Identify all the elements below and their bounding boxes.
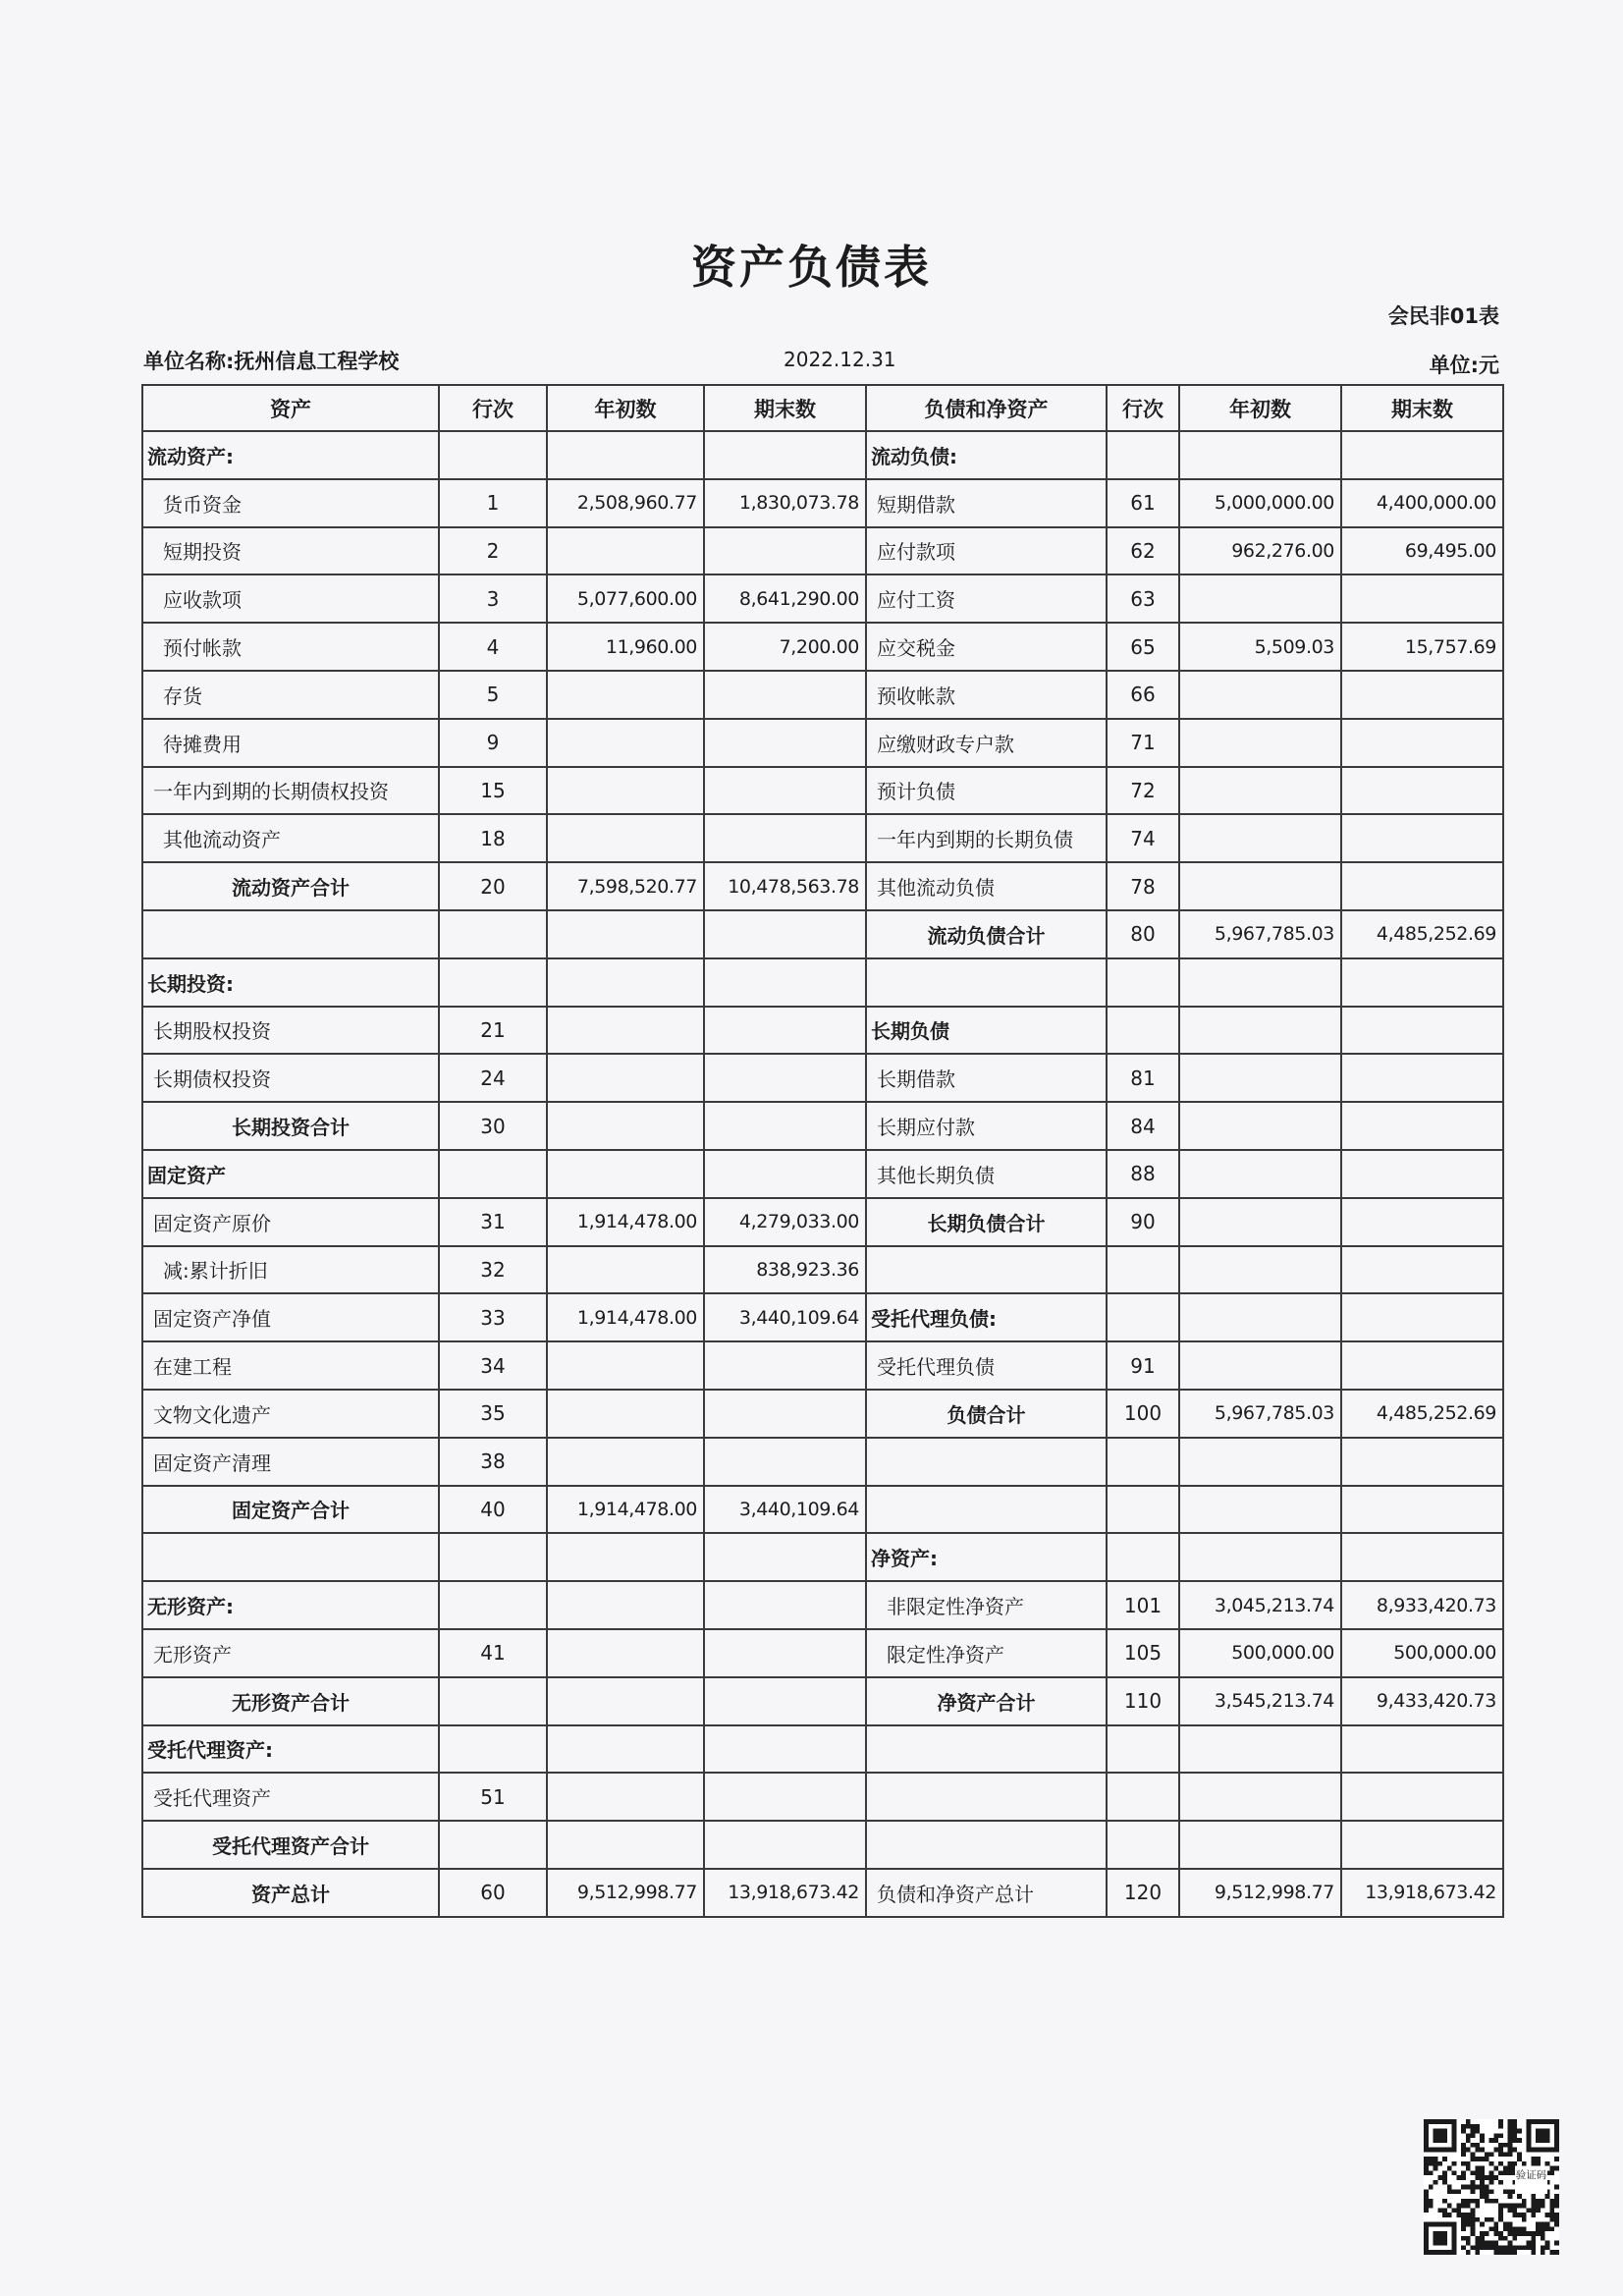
liability-ending-balance: 500,000.00 <box>1341 1629 1503 1677</box>
asset-item-name: 固定资产净值 <box>142 1293 439 1341</box>
asset-item-name: 固定资产原价 <box>142 1198 439 1246</box>
asset-ending-balance <box>704 1773 866 1821</box>
liability-ending-balance <box>1341 719 1503 767</box>
liability-item-name <box>866 1438 1107 1486</box>
asset-ending-balance: 4,279,033.00 <box>704 1198 866 1246</box>
liability-line-no: 101 <box>1107 1581 1179 1629</box>
liability-item-name <box>866 1773 1107 1821</box>
header-ending-balance: 期末数 <box>1341 385 1503 431</box>
asset-ending-balance <box>704 431 866 479</box>
asset-item-name: 固定资产合计 <box>142 1486 439 1534</box>
asset-beginning-balance <box>547 1390 704 1438</box>
liability-item-name: 一年内到期的长期负债 <box>866 814 1107 862</box>
asset-ending-balance <box>704 910 866 958</box>
asset-beginning-balance <box>547 527 704 575</box>
asset-beginning-balance <box>547 431 704 479</box>
table-row <box>142 719 1503 767</box>
liability-beginning-balance <box>1179 1198 1341 1246</box>
asset-ending-balance <box>704 1677 866 1725</box>
asset-beginning-balance <box>547 958 704 1007</box>
liability-item-name: 流动负债合计 <box>866 910 1107 958</box>
asset-line-no: 35 <box>439 1390 547 1438</box>
table-row <box>142 814 1503 862</box>
header-liabilities-net-assets: 负债和净资产 <box>866 385 1107 431</box>
liability-beginning-balance <box>1179 431 1341 479</box>
liability-ending-balance <box>1341 671 1503 719</box>
liability-ending-balance <box>1341 1150 1503 1198</box>
liability-ending-balance: 9,433,420.73 <box>1341 1677 1503 1725</box>
asset-beginning-balance <box>547 1102 704 1150</box>
liability-beginning-balance <box>1179 1725 1341 1774</box>
liability-beginning-balance <box>1179 1533 1341 1581</box>
table-row <box>142 1150 1503 1198</box>
liability-beginning-balance <box>1179 1293 1341 1341</box>
liability-ending-balance <box>1341 1725 1503 1774</box>
table-row <box>142 574 1503 623</box>
liability-ending-balance: 4,485,252.69 <box>1341 1390 1503 1438</box>
asset-item-name <box>142 910 439 958</box>
liability-item-name <box>866 958 1107 1007</box>
liability-line-no: 72 <box>1107 767 1179 815</box>
asset-ending-balance: 3,440,109.64 <box>704 1293 866 1341</box>
table-row <box>142 910 1503 958</box>
asset-ending-balance <box>704 1390 866 1438</box>
liability-beginning-balance <box>1179 1341 1341 1390</box>
asset-line-no: 33 <box>439 1293 547 1341</box>
asset-ending-balance <box>704 719 866 767</box>
table-row <box>142 1581 1503 1629</box>
asset-beginning-balance <box>547 1007 704 1055</box>
table-row <box>142 862 1503 910</box>
asset-item-name: 其他流动资产 <box>142 814 439 862</box>
table-row <box>142 1869 1503 1917</box>
table-row <box>142 958 1503 1007</box>
liability-ending-balance <box>1341 574 1503 623</box>
liability-beginning-balance: 9,512,998.77 <box>1179 1869 1341 1917</box>
asset-beginning-balance <box>547 1677 704 1725</box>
asset-ending-balance <box>704 1581 866 1629</box>
asset-ending-balance <box>704 1725 866 1774</box>
asset-item-name <box>142 1533 439 1581</box>
asset-beginning-balance <box>547 1341 704 1390</box>
liability-item-name: 应付工资 <box>866 574 1107 623</box>
liability-beginning-balance: 5,967,785.03 <box>1179 910 1341 958</box>
liability-ending-balance: 15,757.69 <box>1341 623 1503 671</box>
liability-ending-balance <box>1341 767 1503 815</box>
asset-ending-balance <box>704 1533 866 1581</box>
liability-line-no: 80 <box>1107 910 1179 958</box>
table-row <box>142 1773 1503 1821</box>
liability-line-no <box>1107 431 1179 479</box>
asset-line-no: 1 <box>439 479 547 527</box>
table-row <box>142 1390 1503 1438</box>
table-row <box>142 671 1503 719</box>
liability-item-name: 其他流动负债 <box>866 862 1107 910</box>
liability-line-no: 74 <box>1107 814 1179 862</box>
liability-ending-balance <box>1341 1198 1503 1246</box>
asset-line-no: 34 <box>439 1341 547 1390</box>
liability-item-name: 长期借款 <box>866 1054 1107 1102</box>
liability-ending-balance <box>1341 862 1503 910</box>
asset-line-no <box>439 1581 547 1629</box>
asset-line-no: 24 <box>439 1054 547 1102</box>
liability-item-name <box>866 1486 1107 1534</box>
asset-line-no: 9 <box>439 719 547 767</box>
currency-unit: 单位:元 <box>1429 354 1499 377</box>
asset-beginning-balance: 9,512,998.77 <box>547 1869 704 1917</box>
liability-item-name: 应付款项 <box>866 527 1107 575</box>
asset-line-no <box>439 1533 547 1581</box>
balance-sheet-table <box>141 384 1504 1918</box>
liability-item-name: 应交税金 <box>866 623 1107 671</box>
asset-beginning-balance <box>547 814 704 862</box>
liability-line-no: 62 <box>1107 527 1179 575</box>
qr-caption: 验证码 <box>1515 2168 1547 2181</box>
liability-line-no: 105 <box>1107 1629 1179 1677</box>
table-row <box>142 1677 1503 1725</box>
table-row <box>142 1054 1503 1102</box>
asset-beginning-balance <box>547 910 704 958</box>
asset-line-no: 30 <box>439 1102 547 1150</box>
liability-ending-balance <box>1341 1246 1503 1294</box>
asset-ending-balance <box>704 527 866 575</box>
liability-ending-balance <box>1341 1773 1503 1821</box>
asset-beginning-balance <box>547 1821 704 1869</box>
liability-line-no: 90 <box>1107 1198 1179 1246</box>
asset-beginning-balance: 5,077,600.00 <box>547 574 704 623</box>
asset-ending-balance <box>704 1341 866 1390</box>
liability-item-name: 净资产: <box>866 1533 1107 1581</box>
header-line-no: 行次 <box>439 385 547 431</box>
unit-name: 单位名称:抚州信息工程学校 <box>143 350 400 373</box>
liability-line-no: 81 <box>1107 1054 1179 1102</box>
table-row <box>142 767 1503 815</box>
asset-line-no <box>439 910 547 958</box>
liability-ending-balance <box>1341 1293 1503 1341</box>
liability-item-name: 长期负债合计 <box>866 1198 1107 1246</box>
liability-item-name: 预计负债 <box>866 767 1107 815</box>
liability-beginning-balance <box>1179 1821 1341 1869</box>
asset-line-no: 21 <box>439 1007 547 1055</box>
asset-line-no: 60 <box>439 1869 547 1917</box>
table-row <box>142 479 1503 527</box>
asset-item-name: 存货 <box>142 671 439 719</box>
liability-beginning-balance: 500,000.00 <box>1179 1629 1341 1677</box>
asset-item-name: 受托代理资产: <box>142 1725 439 1774</box>
liability-ending-balance <box>1341 1533 1503 1581</box>
asset-ending-balance <box>704 1054 866 1102</box>
liability-ending-balance <box>1341 1102 1503 1150</box>
table-row <box>142 1438 1503 1486</box>
asset-ending-balance: 1,830,073.78 <box>704 479 866 527</box>
liability-line-no: 61 <box>1107 479 1179 527</box>
liability-line-no <box>1107 1293 1179 1341</box>
liability-beginning-balance <box>1179 814 1341 862</box>
liability-line-no: 63 <box>1107 574 1179 623</box>
asset-item-name: 长期股权投资 <box>142 1007 439 1055</box>
table-row <box>142 1293 1503 1341</box>
liability-ending-balance: 13,918,673.42 <box>1341 1869 1503 1917</box>
asset-ending-balance: 838,923.36 <box>704 1246 866 1294</box>
asset-item-name: 预付帐款 <box>142 623 439 671</box>
asset-ending-balance <box>704 1102 866 1150</box>
asset-beginning-balance: 2,508,960.77 <box>547 479 704 527</box>
liability-line-no <box>1107 1438 1179 1486</box>
asset-item-name: 无形资产 <box>142 1629 439 1677</box>
liability-line-no <box>1107 1773 1179 1821</box>
liability-ending-balance <box>1341 1438 1503 1486</box>
liability-beginning-balance <box>1179 767 1341 815</box>
asset-beginning-balance: 1,914,478.00 <box>547 1293 704 1341</box>
liability-ending-balance <box>1341 1821 1503 1869</box>
asset-item-name: 长期债权投资 <box>142 1054 439 1102</box>
liability-line-no <box>1107 1821 1179 1869</box>
liability-item-name: 限定性净资产 <box>866 1629 1107 1677</box>
asset-ending-balance <box>704 767 866 815</box>
header-beginning-balance: 年初数 <box>1179 385 1341 431</box>
report-date: 2022.12.31 <box>784 348 896 371</box>
liability-beginning-balance <box>1179 1102 1341 1150</box>
asset-line-no: 20 <box>439 862 547 910</box>
liability-item-name: 负债合计 <box>866 1390 1107 1438</box>
table-row <box>142 1198 1503 1246</box>
asset-item-name: 长期投资合计 <box>142 1102 439 1150</box>
liability-ending-balance <box>1341 1007 1503 1055</box>
asset-beginning-balance <box>547 1725 704 1774</box>
asset-line-no: 51 <box>439 1773 547 1821</box>
asset-item-name: 受托代理资产 <box>142 1773 439 1821</box>
asset-line-no: 4 <box>439 623 547 671</box>
liability-line-no: 84 <box>1107 1102 1179 1150</box>
asset-line-no <box>439 1821 547 1869</box>
liability-item-name: 受托代理负债 <box>866 1341 1107 1390</box>
asset-beginning-balance: 1,914,478.00 <box>547 1198 704 1246</box>
liability-beginning-balance <box>1179 1054 1341 1102</box>
liability-ending-balance: 4,400,000.00 <box>1341 479 1503 527</box>
asset-item-name: 流动资产合计 <box>142 862 439 910</box>
asset-ending-balance <box>704 671 866 719</box>
verification-qr-code <box>1424 2119 1559 2255</box>
asset-item-name: 无形资产: <box>142 1581 439 1629</box>
liability-beginning-balance <box>1179 1773 1341 1821</box>
table-row <box>142 1821 1503 1869</box>
asset-item-name: 无形资产合计 <box>142 1677 439 1725</box>
liability-line-no <box>1107 1246 1179 1294</box>
liability-item-name: 负债和净资产总计 <box>866 1869 1107 1917</box>
liability-line-no: 71 <box>1107 719 1179 767</box>
asset-item-name: 减:累计折旧 <box>142 1246 439 1294</box>
table-row <box>142 623 1503 671</box>
liability-line-no: 120 <box>1107 1869 1179 1917</box>
asset-item-name: 一年内到期的长期债权投资 <box>142 767 439 815</box>
table-row <box>142 1341 1503 1390</box>
liability-item-name: 其他长期负债 <box>866 1150 1107 1198</box>
liability-item-name: 短期借款 <box>866 479 1107 527</box>
liability-item-name: 预收帐款 <box>866 671 1107 719</box>
asset-ending-balance: 8,641,290.00 <box>704 574 866 623</box>
table-row <box>142 1533 1503 1581</box>
asset-item-name: 短期投资 <box>142 527 439 575</box>
asset-line-no: 41 <box>439 1629 547 1677</box>
table-row <box>142 1007 1503 1055</box>
liability-beginning-balance: 5,000,000.00 <box>1179 479 1341 527</box>
asset-beginning-balance <box>547 1629 704 1677</box>
asset-beginning-balance <box>547 1438 704 1486</box>
asset-item-name: 资产总计 <box>142 1869 439 1917</box>
asset-beginning-balance <box>547 1581 704 1629</box>
asset-ending-balance <box>704 1007 866 1055</box>
asset-beginning-balance <box>547 1773 704 1821</box>
asset-item-name: 固定资产清理 <box>142 1438 439 1486</box>
liability-item-name: 净资产合计 <box>866 1677 1107 1725</box>
liability-ending-balance: 4,485,252.69 <box>1341 910 1503 958</box>
liability-beginning-balance <box>1179 1246 1341 1294</box>
asset-beginning-balance <box>547 1054 704 1102</box>
liability-line-no <box>1107 958 1179 1007</box>
asset-line-no: 38 <box>439 1438 547 1486</box>
form-code: 会民非01表 <box>1387 304 1499 328</box>
asset-line-no: 18 <box>439 814 547 862</box>
asset-item-name: 在建工程 <box>142 1341 439 1390</box>
asset-line-no: 32 <box>439 1246 547 1294</box>
liability-beginning-balance: 5,967,785.03 <box>1179 1390 1341 1438</box>
asset-line-no <box>439 1150 547 1198</box>
liability-ending-balance <box>1341 1486 1503 1534</box>
asset-ending-balance: 7,200.00 <box>704 623 866 671</box>
liability-beginning-balance: 3,045,213.74 <box>1179 1581 1341 1629</box>
liability-line-no <box>1107 1486 1179 1534</box>
liability-line-no: 66 <box>1107 671 1179 719</box>
asset-item-name: 长期投资: <box>142 958 439 1007</box>
liability-item-name <box>866 1246 1107 1294</box>
table-row <box>142 431 1503 479</box>
asset-ending-balance <box>704 1629 866 1677</box>
liability-item-name: 长期应付款 <box>866 1102 1107 1150</box>
liability-line-no <box>1107 1533 1179 1581</box>
liability-ending-balance <box>1341 814 1503 862</box>
asset-item-name: 受托代理资产合计 <box>142 1821 439 1869</box>
liability-beginning-balance <box>1179 1150 1341 1198</box>
liability-line-no <box>1107 1725 1179 1774</box>
liability-beginning-balance <box>1179 671 1341 719</box>
liability-beginning-balance <box>1179 958 1341 1007</box>
liability-item-name: 非限定性净资产 <box>866 1581 1107 1629</box>
asset-ending-balance <box>704 1150 866 1198</box>
liability-beginning-balance <box>1179 862 1341 910</box>
header-line-no: 行次 <box>1107 385 1179 431</box>
liability-beginning-balance <box>1179 574 1341 623</box>
asset-ending-balance <box>704 1821 866 1869</box>
liability-line-no: 91 <box>1107 1341 1179 1390</box>
asset-beginning-balance: 7,598,520.77 <box>547 862 704 910</box>
liability-ending-balance: 69,495.00 <box>1341 527 1503 575</box>
asset-item-name: 文物文化遗产 <box>142 1390 439 1438</box>
asset-line-no <box>439 431 547 479</box>
liability-beginning-balance <box>1179 1007 1341 1055</box>
liability-item-name: 流动负债: <box>866 431 1107 479</box>
liability-line-no: 65 <box>1107 623 1179 671</box>
asset-ending-balance <box>704 814 866 862</box>
asset-beginning-balance <box>547 1533 704 1581</box>
asset-beginning-balance <box>547 671 704 719</box>
asset-ending-balance: 13,918,673.42 <box>704 1869 866 1917</box>
liability-line-no: 88 <box>1107 1150 1179 1198</box>
liability-ending-balance <box>1341 1054 1503 1102</box>
liability-item-name <box>866 1725 1107 1774</box>
table-row <box>142 527 1503 575</box>
liability-line-no: 78 <box>1107 862 1179 910</box>
header-assets: 资产 <box>142 385 439 431</box>
liability-beginning-balance: 3,545,213.74 <box>1179 1677 1341 1725</box>
asset-ending-balance <box>704 1438 866 1486</box>
asset-beginning-balance <box>547 767 704 815</box>
asset-beginning-balance: 1,914,478.00 <box>547 1486 704 1534</box>
asset-line-no: 3 <box>439 574 547 623</box>
asset-beginning-balance <box>547 719 704 767</box>
asset-line-no: 40 <box>439 1486 547 1534</box>
asset-ending-balance: 3,440,109.64 <box>704 1486 866 1534</box>
header-ending-balance: 期末数 <box>704 385 866 431</box>
liability-ending-balance <box>1341 431 1503 479</box>
liability-ending-balance <box>1341 1341 1503 1390</box>
liability-item-name: 受托代理负债: <box>866 1293 1107 1341</box>
asset-line-no: 15 <box>439 767 547 815</box>
liability-item-name <box>866 1821 1107 1869</box>
table-row <box>142 1246 1503 1294</box>
asset-line-no: 2 <box>439 527 547 575</box>
asset-beginning-balance: 11,960.00 <box>547 623 704 671</box>
asset-line-no: 5 <box>439 671 547 719</box>
table-header-row <box>142 385 1503 431</box>
asset-item-name: 固定资产 <box>142 1150 439 1198</box>
asset-item-name: 应收款项 <box>142 574 439 623</box>
liability-item-name: 长期负债 <box>866 1007 1107 1055</box>
asset-item-name: 流动资产: <box>142 431 439 479</box>
asset-line-no <box>439 1677 547 1725</box>
table-row <box>142 1486 1503 1534</box>
liability-line-no: 100 <box>1107 1390 1179 1438</box>
asset-ending-balance <box>704 958 866 1007</box>
asset-line-no <box>439 958 547 1007</box>
liability-beginning-balance <box>1179 1486 1341 1534</box>
liability-item-name: 应缴财政专户款 <box>866 719 1107 767</box>
liability-ending-balance <box>1341 958 1503 1007</box>
asset-item-name: 货币资金 <box>142 479 439 527</box>
liability-line-no <box>1107 1007 1179 1055</box>
liability-beginning-balance: 5,509.03 <box>1179 623 1341 671</box>
asset-ending-balance: 10,478,563.78 <box>704 862 866 910</box>
liability-beginning-balance <box>1179 719 1341 767</box>
header-beginning-balance: 年初数 <box>547 385 704 431</box>
table-row <box>142 1725 1503 1774</box>
liability-beginning-balance: 962,276.00 <box>1179 527 1341 575</box>
table-row <box>142 1102 1503 1150</box>
asset-line-no <box>439 1725 547 1774</box>
asset-item-name: 待摊费用 <box>142 719 439 767</box>
asset-line-no: 31 <box>439 1198 547 1246</box>
table-row <box>142 1629 1503 1677</box>
asset-beginning-balance <box>547 1150 704 1198</box>
liability-beginning-balance <box>1179 1438 1341 1486</box>
liability-ending-balance: 8,933,420.73 <box>1341 1581 1503 1629</box>
asset-beginning-balance <box>547 1246 704 1294</box>
liability-line-no: 110 <box>1107 1677 1179 1725</box>
document-title: 资产负债表 <box>691 241 932 294</box>
